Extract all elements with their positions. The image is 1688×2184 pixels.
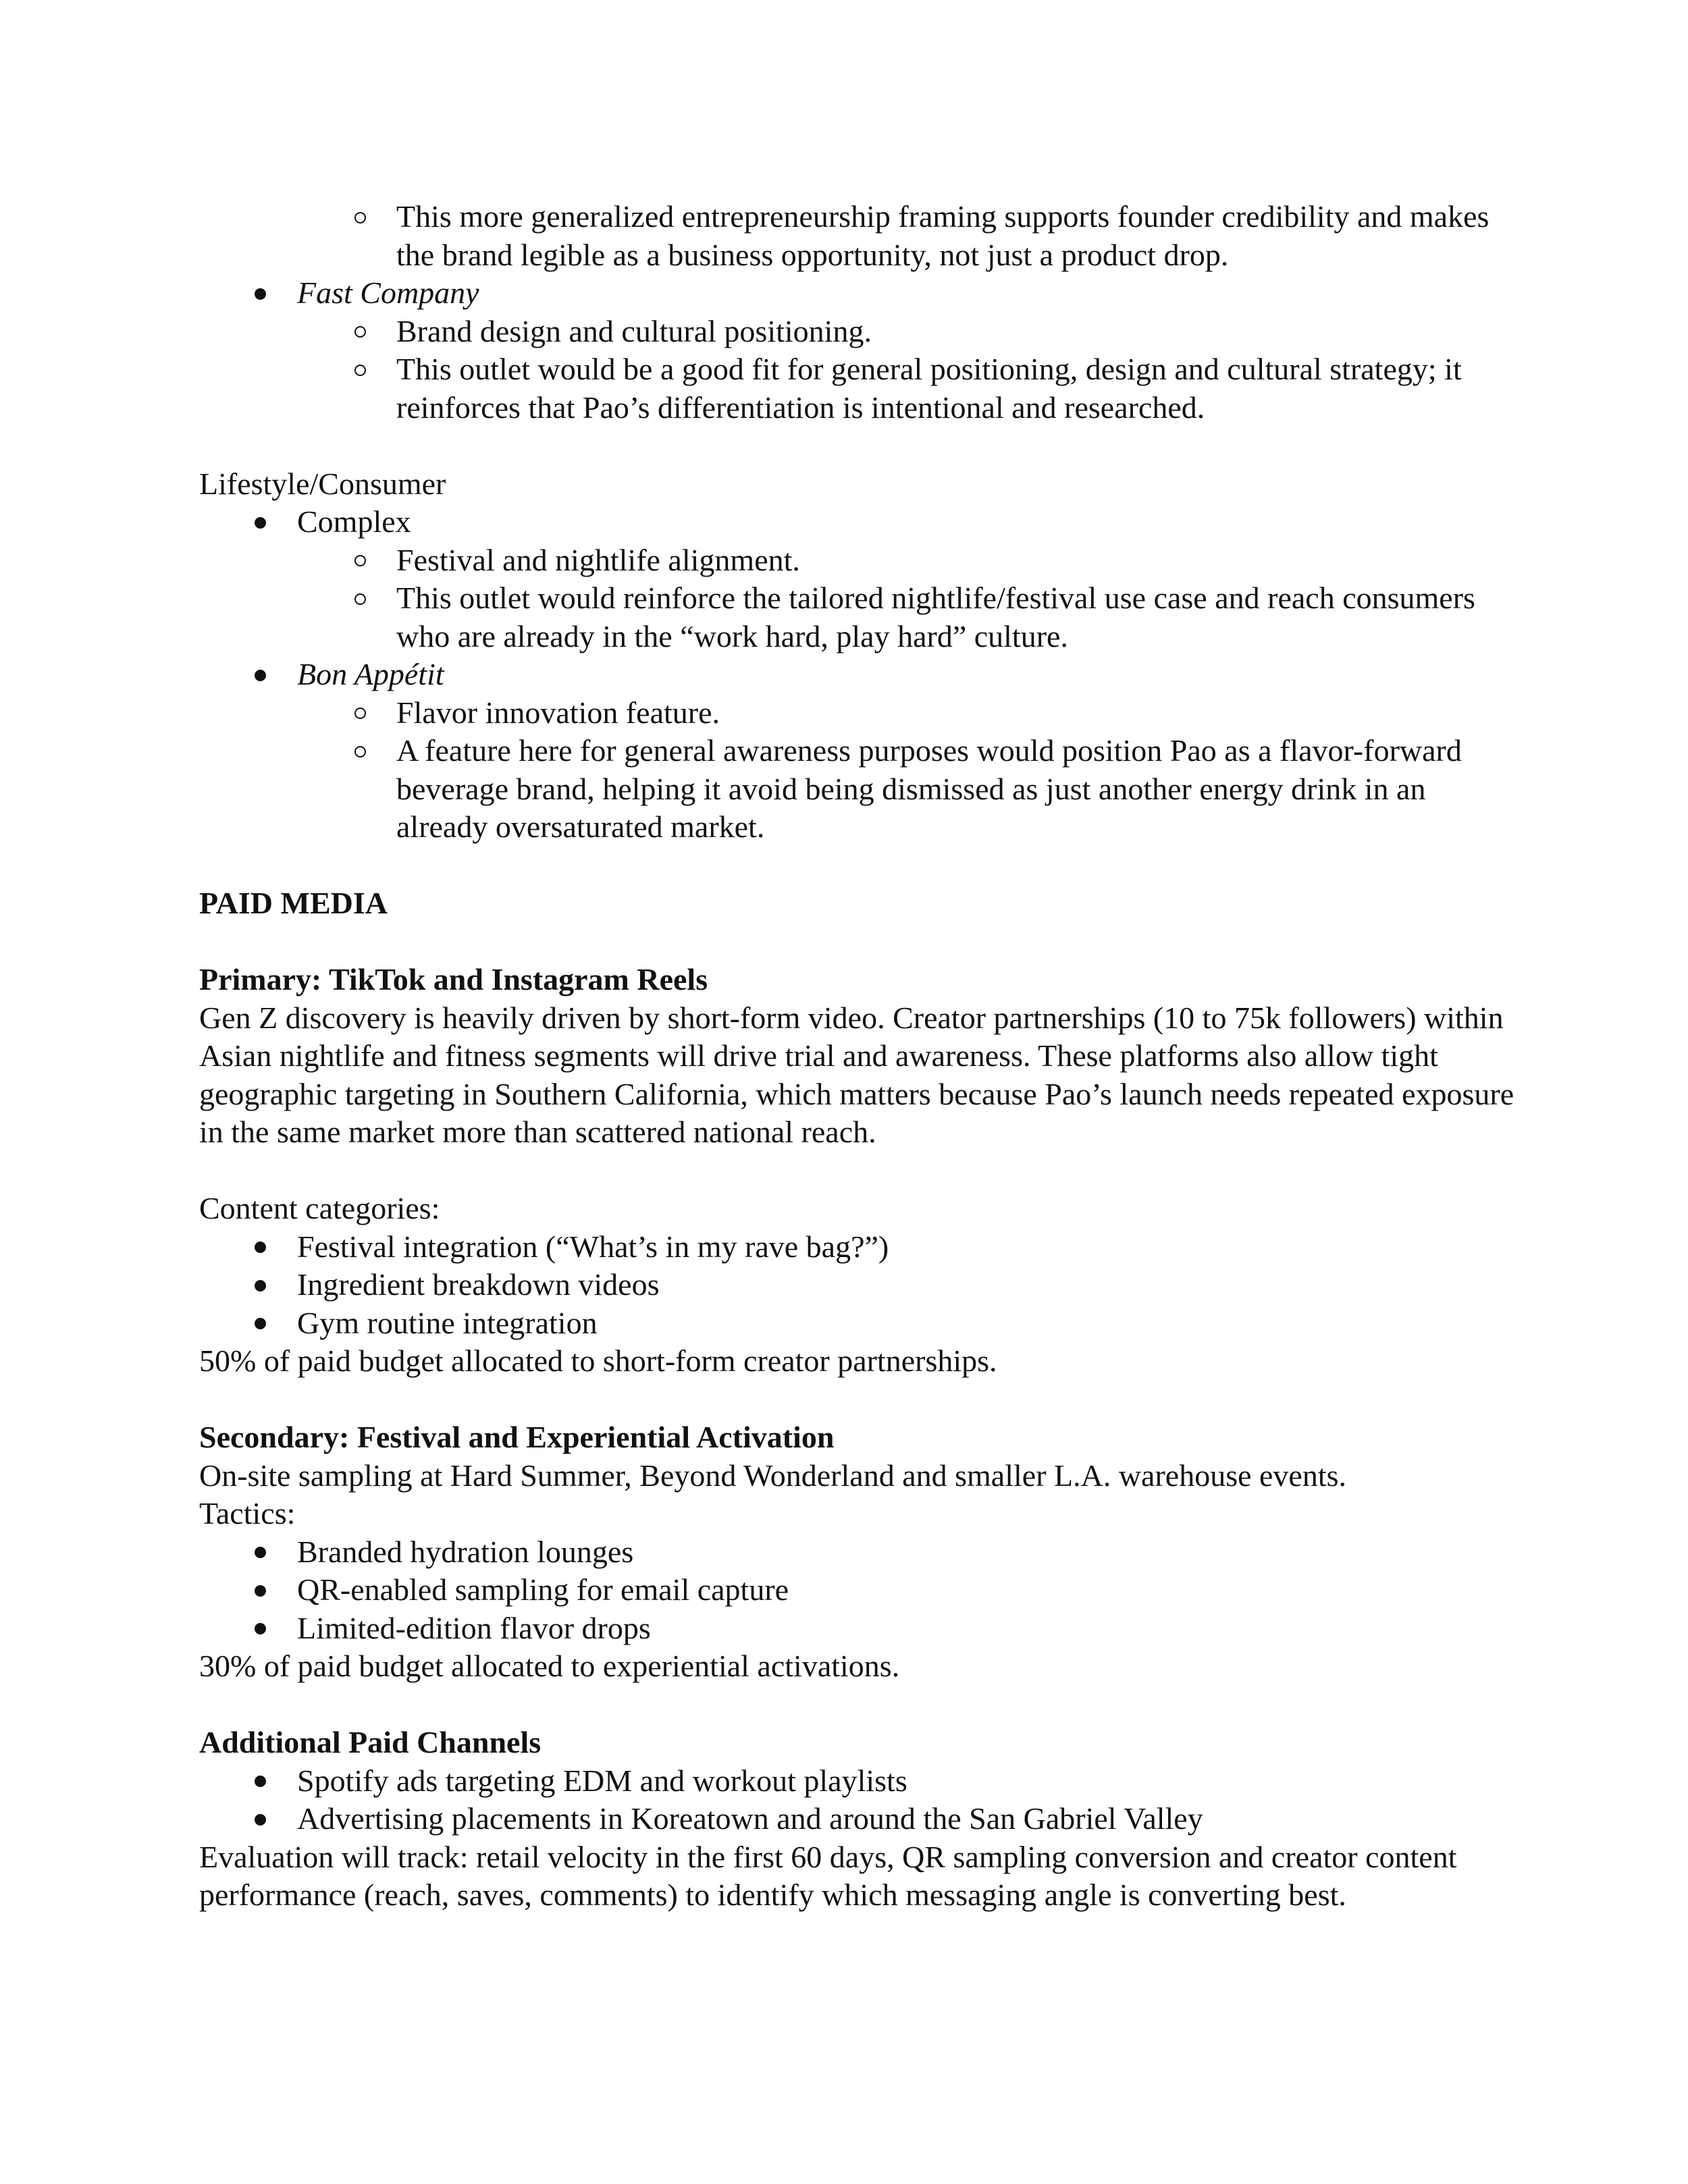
hollow-bullet-icon: [346, 541, 373, 580]
list-item: [199, 1762, 1516, 1801]
list-item: [199, 1800, 1516, 1838]
list-item-text: Limited-edition flavor drops: [297, 1610, 651, 1645]
bullet-icon: [246, 1533, 273, 1572]
lifestyle-outlet-list: [199, 503, 1516, 847]
sub-bullet-item: [199, 313, 1516, 351]
bullet-icon: [246, 1304, 273, 1343]
bullet-icon: [246, 1571, 273, 1609]
evaluation-text: Evaluation will track: retail velocity in the first 60 days, QR sampling conversion and creator content performance (reach, saves, comments) to identify which messaging angle is converting best.: [199, 1839, 1457, 1912]
bullet-icon: [246, 1609, 273, 1648]
bullet-icon: [246, 1228, 273, 1267]
list-item: [199, 1609, 1516, 1648]
paid-media-heading: PAID MEDIA: [199, 886, 388, 920]
bullet-icon: [246, 1762, 273, 1801]
bullet-icon: [246, 503, 273, 541]
hollow-bullet-icon: [346, 579, 373, 618]
sub-bullet-item: [199, 350, 1516, 427]
sub-bullet-text: Brand design and cultural positioning.: [396, 313, 872, 348]
sub-bullet-text: A feature here for general awareness purposes would position Pao as a flavor-forward beverage brand, helping it avoid being dismissed as just another energy drink in an already oversaturated market.: [396, 733, 1462, 844]
business-outlet-list: [199, 274, 1516, 427]
list-item-text: Branded hydration lounges: [297, 1534, 634, 1569]
outlet-item-fast-company: [199, 274, 1516, 313]
bullet-icon: [246, 274, 273, 313]
list-item-text: QR-enabled sampling for email capture: [297, 1572, 789, 1607]
sub-bullet-item: [199, 198, 1516, 274]
additional-channels-list: [199, 1762, 1516, 1838]
primary-list-intro: Content categories:: [199, 1191, 440, 1225]
outlet-item-bon-appetit: [199, 656, 1516, 694]
hollow-bullet-icon: [346, 313, 373, 351]
list-item-text: Festival integration (“What’s in my rave bag?”): [297, 1229, 889, 1264]
list-item-text: Advertising placements in Koreatown and around the San Gabriel Valley: [297, 1801, 1203, 1836]
primary-heading: Primary: TikTok and Instagram Reels: [199, 962, 708, 996]
tactics-list: [199, 1533, 1516, 1648]
outlet-item-complex: [199, 503, 1516, 541]
list-item: [199, 1571, 1516, 1609]
list-item: [199, 1228, 1516, 1267]
top-sub-list: [199, 198, 1516, 274]
lifestyle-heading: Lifestyle/Consumer: [199, 466, 446, 501]
secondary-allocation: 30% of paid budget allocated to experiential activations.: [199, 1649, 900, 1683]
hollow-bullet-icon: [346, 350, 373, 389]
list-item: [199, 1533, 1516, 1572]
sub-bullet-text: This outlet would be a good fit for general positioning, design and cultural strategy; it reinforces that Pao’s differentiation is intentional and researched.: [396, 352, 1462, 425]
list-item: [199, 1266, 1516, 1304]
content-categories-list: [199, 1228, 1516, 1343]
bullet-icon: [246, 1266, 273, 1304]
secondary-body: On-site sampling at Hard Summer, Beyond Wonderland and smaller L.A. warehouse events.: [199, 1458, 1347, 1493]
hollow-bullet-icon: [346, 732, 373, 770]
hollow-bullet-icon: [346, 694, 373, 733]
sub-bullet-text: This more generalized entrepreneurship framing supports founder credibility and makes the brand legible as a business opportunity, not just a product drop.: [396, 199, 1489, 272]
additional-heading: Additional Paid Channels: [199, 1725, 542, 1759]
outlet-name: Bon Appétit: [297, 657, 444, 691]
document-body: [199, 198, 1516, 1915]
sub-bullet-item: [199, 732, 1516, 847]
sub-bullet-item: [199, 579, 1516, 656]
hollow-bullet-icon: [346, 198, 373, 236]
list-item-text: Gym routine integration: [297, 1305, 598, 1340]
list-item-text: Ingredient breakdown videos: [297, 1267, 660, 1302]
sub-bullet-text: Festival and nightlife alignment.: [396, 542, 800, 577]
primary-allocation: 50% of paid budget allocated to short-form creator partnerships.: [199, 1343, 997, 1378]
sub-bullet-item: [199, 694, 1516, 733]
secondary-heading: Secondary: Festival and Experiential Activation: [199, 1420, 835, 1454]
sub-bullet-item: [199, 541, 1516, 580]
outlet-name: Fast Company: [297, 275, 479, 310]
bullet-icon: [246, 1800, 273, 1838]
list-item-text: Spotify ads targeting EDM and workout playlists: [297, 1763, 907, 1798]
list-item: [199, 1304, 1516, 1343]
primary-body: Gen Z discovery is heavily driven by short-form video. Creator partnerships (10 to 75k followers) within Asian nightlife and fitness segments will drive trial and awareness. These platforms also allow tight geographic targeting in Southern California, which matters because Pao’s launch needs repeated exposure in the same market more than scattered national reach.: [199, 1000, 1514, 1149]
sub-bullet-text: This outlet would reinforce the tailored nightlife/festival use case and reach consumers who are already in the “work hard, play hard” culture.: [396, 581, 1475, 654]
secondary-list-intro: Tactics:: [199, 1496, 296, 1530]
sub-bullet-text: Flavor innovation feature.: [396, 695, 720, 730]
outlet-name: Complex: [297, 504, 411, 539]
bullet-icon: [246, 656, 273, 694]
